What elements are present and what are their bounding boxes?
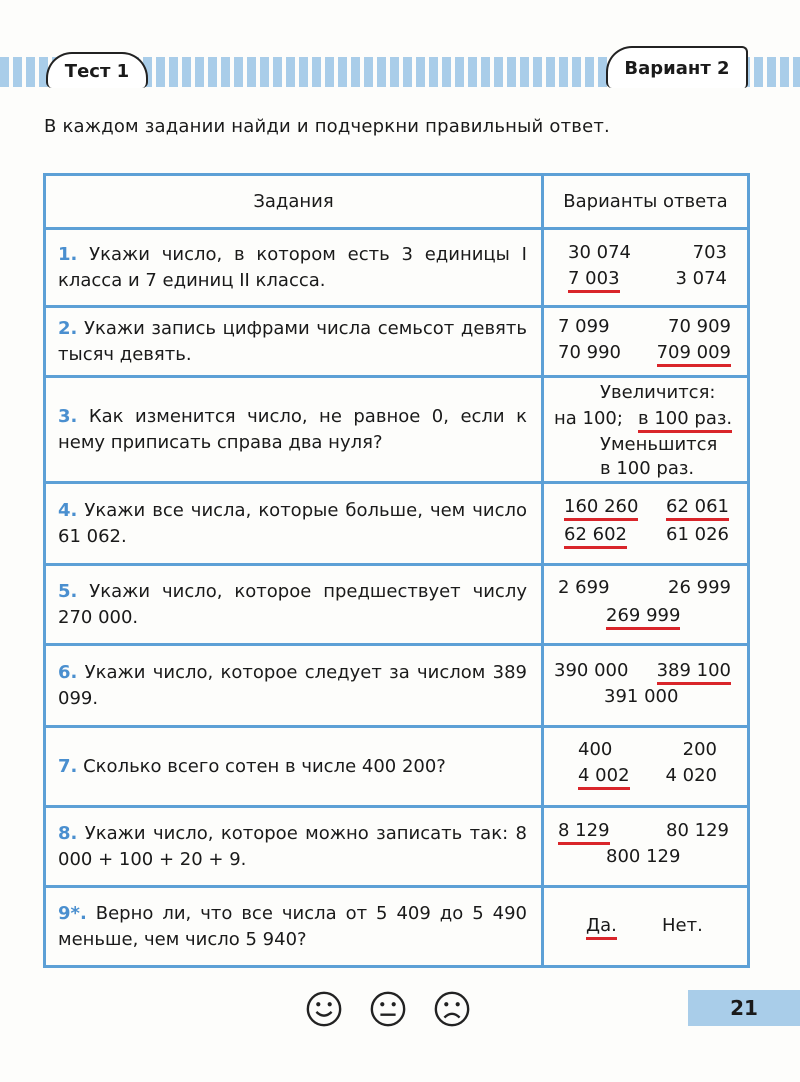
question-number: 8. [58,822,78,844]
answer-option[interactable]: 26 999 [668,576,731,598]
question-number: 6. [58,661,78,683]
answer-option[interactable]: Нет. [662,914,703,936]
question-text: Укажи запись цифрами числа семьсот девять тысяч девять. [58,317,527,365]
tasks-column-header: Задания [45,175,543,229]
question-text: Сколько всего сотен в числе 400 200? [83,755,446,777]
question-number: 5. [58,580,78,602]
answer-option-selected[interactable]: 389 100 [657,660,731,685]
question-cell [45,727,543,807]
answer-option-selected[interactable]: 269 999 [606,605,680,630]
question-cell [45,377,543,483]
self-assessment-faces [305,990,471,1028]
table-header-row [45,175,749,229]
table-row [45,727,749,807]
answer-option[interactable]: 61 026 [666,523,729,545]
sad-face-icon[interactable] [433,990,471,1028]
answer-option-selected[interactable]: 4 002 [578,765,630,790]
answer-option[interactable]: 200 [682,738,717,760]
answer-label: Увеличится: [600,381,716,403]
answer-option[interactable]: на 100; [554,407,623,429]
table-row [45,565,749,645]
table-row [45,645,749,727]
answers-cell [543,887,749,967]
question-cell [45,229,543,307]
answer-option-selected[interactable]: 7 003 [568,268,620,293]
table-row [45,307,749,377]
table-row [45,887,749,967]
answer-option[interactable]: 70 990 [558,341,621,363]
question-cell [45,307,543,377]
answers-cell [543,377,749,483]
page-number [688,990,800,1026]
test-label: Тест 1 [64,60,130,82]
table-row [45,483,749,565]
answers-cell [543,229,749,307]
answers-cell [543,565,749,645]
answer-option[interactable]: 391 000 [604,685,679,707]
answer-option-selected[interactable]: в 100 раз. [638,408,732,433]
answer-option[interactable]: 390 000 [554,659,629,681]
table-row [45,377,749,483]
answer-option[interactable]: в 100 раз. [600,457,695,479]
answer-option-selected[interactable]: 709 009 [657,342,731,367]
answer-option[interactable]: 2 699 [558,576,610,598]
answer-option[interactable]: 70 909 [668,315,731,337]
answers-column-header: Варианты ответа [543,175,749,229]
question-text: Укажи все числа, которые больше, чем число 61 062. [58,499,527,547]
answer-option-selected[interactable]: 8 129 [558,820,610,845]
question-text: Укажи число, которое следует за числом 389 099. [58,661,527,709]
answers-cell [543,807,749,887]
answer-option-selected[interactable]: Да. [586,915,617,940]
answer-option[interactable]: 4 020 [665,764,717,786]
question-number: 3. [58,405,78,427]
answers-cell [543,727,749,807]
question-cell [45,807,543,887]
question-cell [45,887,543,967]
question-text: Укажи число, которое предшествует числу 270 000. [58,580,527,628]
table-row [45,229,749,307]
answers-cell [543,645,749,727]
variant-tab [606,46,748,88]
answers-cell [543,483,749,565]
smile-face-icon[interactable] [305,990,343,1028]
answer-option[interactable]: 3 074 [675,267,727,289]
tasks-table [43,173,750,968]
question-text: Верно ли, что все числа от 5 409 до 5 490 меньше, чем число 5 940? [58,902,527,950]
answers-cell [543,307,749,377]
answer-option-selected[interactable]: 160 260 [564,496,638,521]
question-number: 9*. [58,902,87,924]
answer-option[interactable]: 80 129 [666,819,729,841]
table-row [45,807,749,887]
question-number: 2. [58,317,78,339]
page-number-text: 21 [730,996,758,1020]
answer-option[interactable]: 703 [692,241,727,263]
variant-label: Вариант 2 [624,57,730,79]
question-text: Укажи число, которое можно записать так: 8 000 + 100 + 20 + 9. [58,822,527,870]
answer-option[interactable]: 7 099 [558,315,610,337]
test-tab [46,52,148,88]
question-number: 7. [58,755,78,777]
question-text: Укажи число, в котором есть 3 единицы I класса и 7 единиц II класса. [58,243,527,291]
answer-label: Уменьшится [600,433,718,455]
answer-option-selected[interactable]: 62 061 [666,496,729,521]
question-cell [45,645,543,727]
question-cell [45,565,543,645]
answer-option[interactable]: 400 [578,738,613,760]
neutral-face-icon[interactable] [369,990,407,1028]
answer-option-selected[interactable]: 62 602 [564,524,627,549]
answer-option[interactable]: 30 074 [568,241,631,263]
question-number: 4. [58,499,78,521]
question-number: 1. [58,243,78,265]
question-text: Как изменится число, не равное 0, если к нему приписать справа два нуля? [58,405,527,453]
question-cell [45,483,543,565]
answer-option[interactable]: 800 129 [606,845,681,867]
instruction: В каждом задании найди и подчеркни правильный ответ. [44,116,610,137]
